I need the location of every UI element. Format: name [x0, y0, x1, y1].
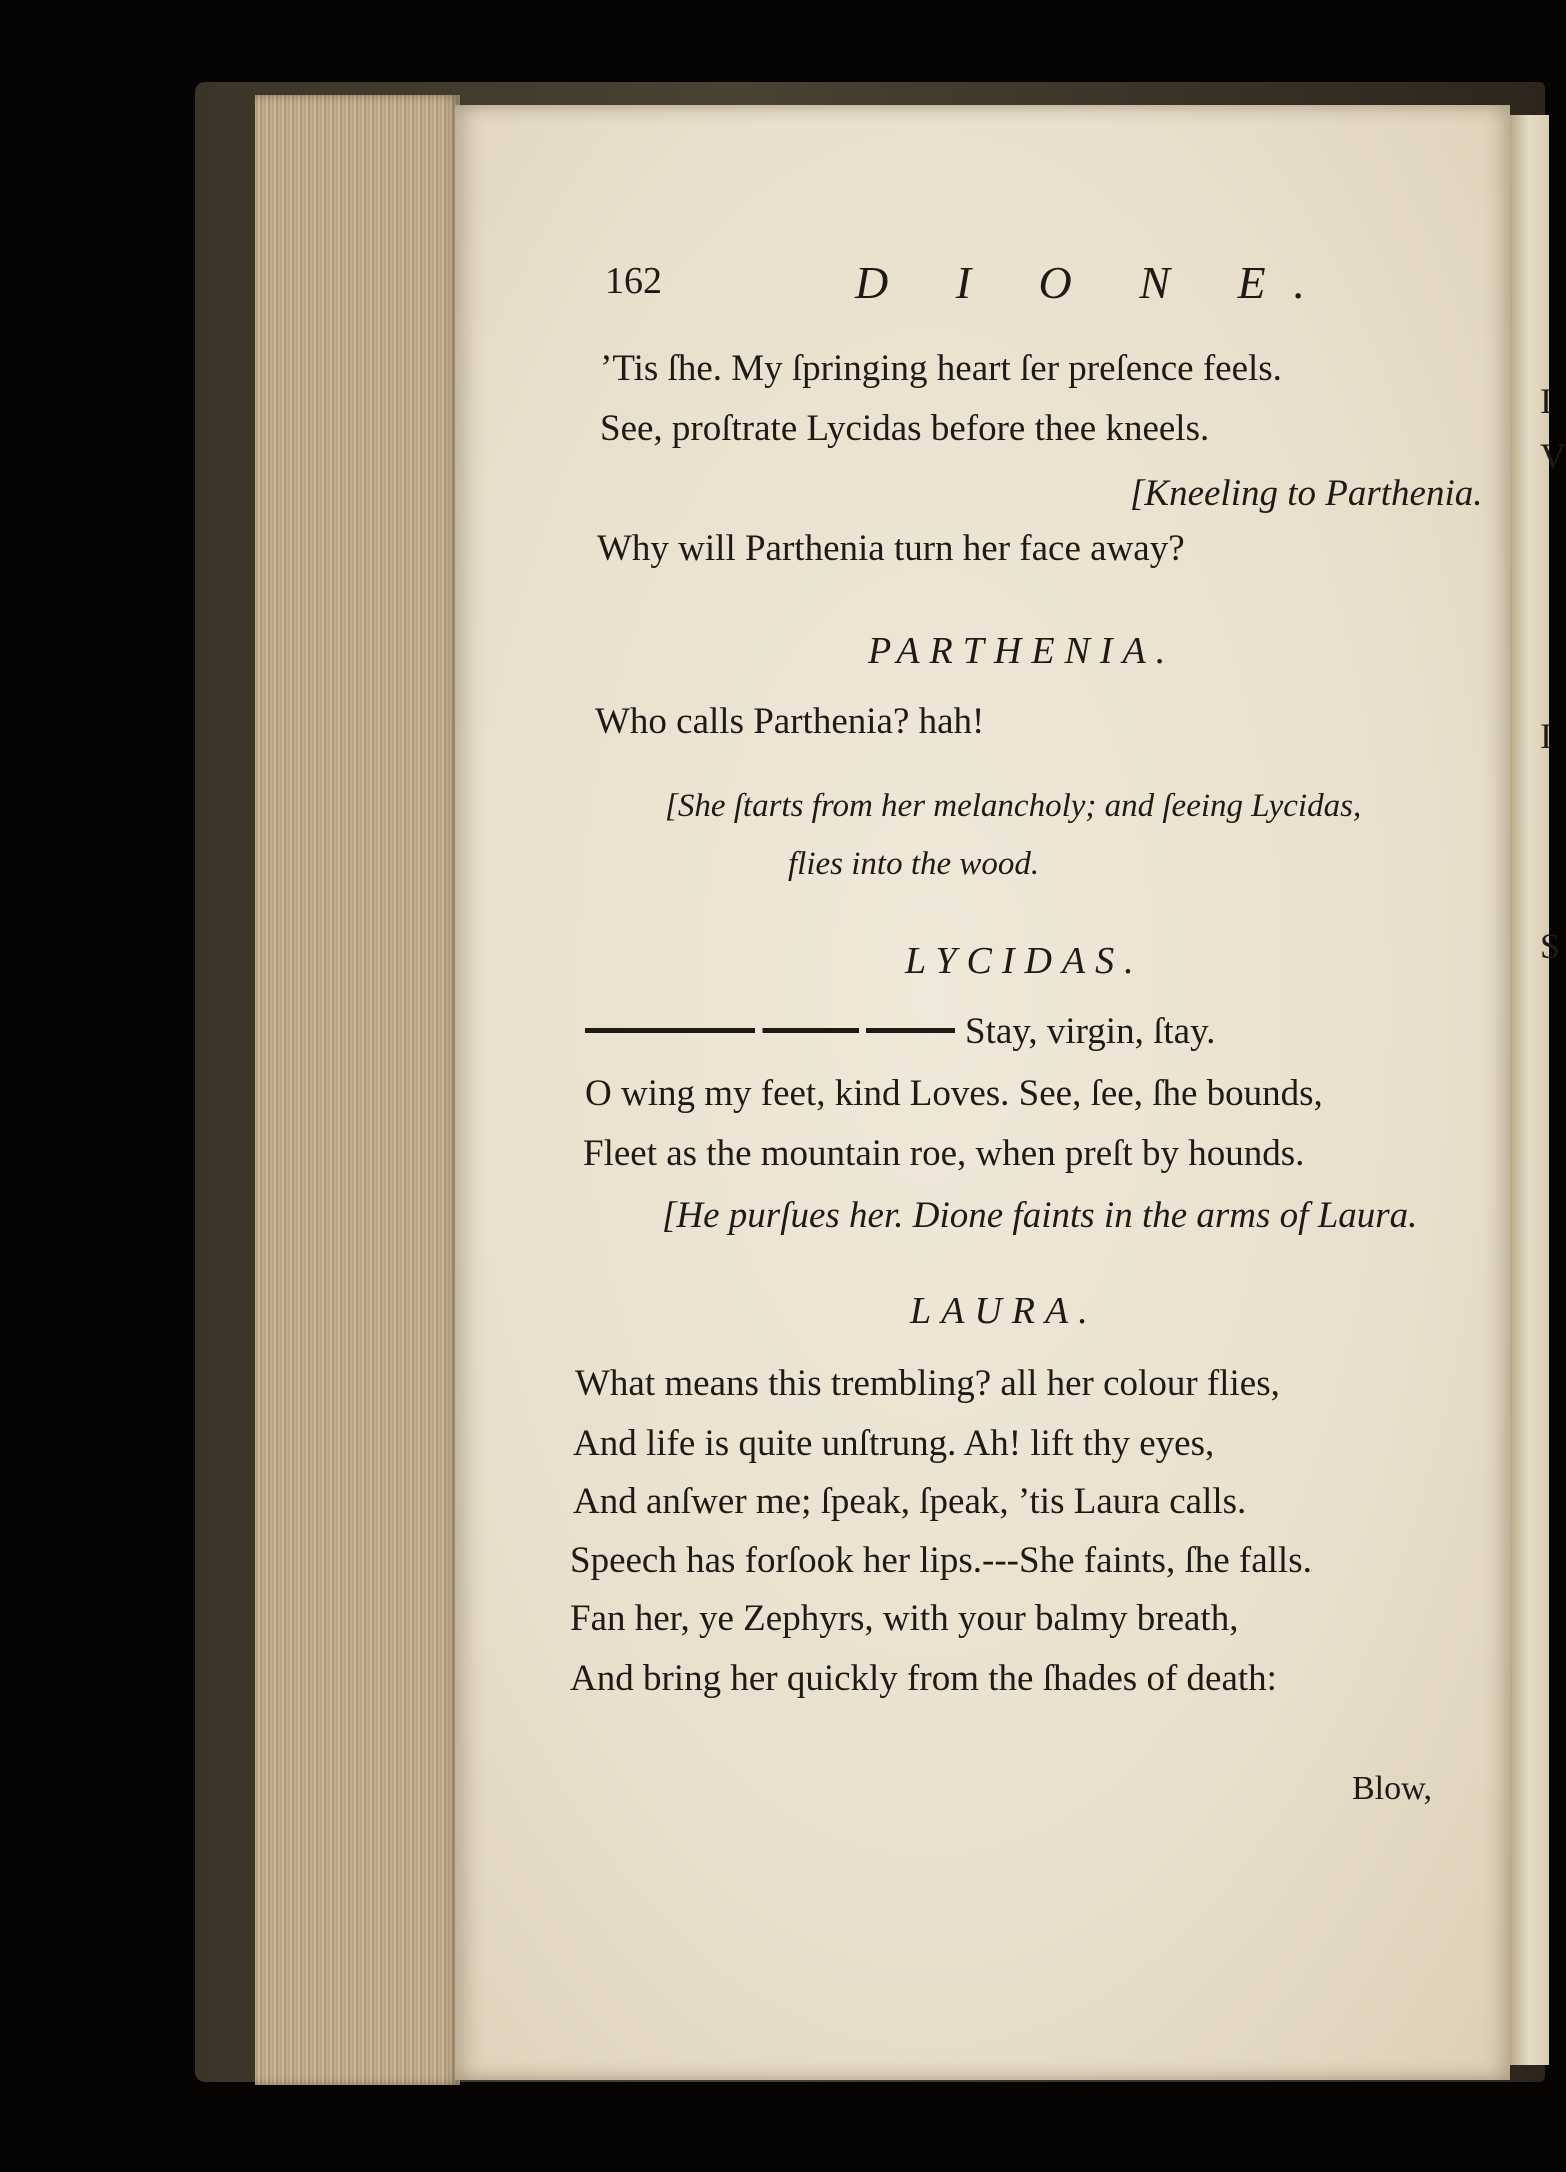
facing-page-fragment: S [1540, 926, 1561, 966]
verse-line: Why will Parthenia turn her face away? [597, 528, 1185, 569]
speaker-name: LAURA. [910, 1290, 1098, 1332]
catchword: Blow, [1352, 1770, 1432, 1807]
speaker-name: LYCIDAS. [905, 940, 1144, 982]
dash-rule [585, 1028, 955, 1033]
stage-direction: [She ſtarts from her melancholy; and ſeeing Lycidas, [665, 788, 1362, 824]
facing-page-fragment: V [1540, 436, 1566, 476]
verse-line: ’Tis ſhe. My ſpringing heart ſer preſence feels. [600, 348, 1282, 389]
verse-line: Speech has forſook her lips.---She faints, ſhe falls. [570, 1540, 1312, 1581]
verse-line: And life is quite unſtrung. Ah! lift thy eyes, [573, 1423, 1215, 1464]
page-number: 162 [605, 260, 662, 302]
stage-direction: [He purſues her. Dione faints in the arms of Laura. [662, 1195, 1418, 1236]
verse-line: And anſwer me; ſpeak, ſpeak, ’tis Laura calls. [573, 1481, 1247, 1522]
verse-line: What means this trembling? all her colour flies, [575, 1363, 1280, 1404]
verse-line: Fleet as the mountain roe, when preſt by hounds. [583, 1133, 1305, 1174]
speaker-name: PARTHENIA. [868, 630, 1176, 672]
page-edges [255, 95, 460, 2085]
verse-line: See, proſtrate Lycidas before thee kneels. [600, 408, 1210, 449]
facing-page-fragment: I [1540, 716, 1552, 756]
verse-line: Fan her, ye Zephyrs, with your balmy breath, [570, 1598, 1239, 1639]
verse-line: Who calls Parthenia? hah! [595, 701, 985, 742]
facing-page-edge [1510, 115, 1566, 2065]
running-head: D I O N E. [855, 257, 1334, 308]
stage-direction: flies into the wood. [788, 846, 1040, 882]
verse-line: Stay, virgin, ſtay. [965, 1011, 1216, 1052]
facing-page-fragment: I [1540, 381, 1552, 421]
stage-direction: [Kneeling to Parthenia. [1130, 473, 1483, 514]
verse-line: And bring her quickly from the ſhades of death: [570, 1658, 1277, 1699]
verse-line: O wing my feet, kind Loves. See, ſee, ſhe bounds, [585, 1073, 1323, 1114]
